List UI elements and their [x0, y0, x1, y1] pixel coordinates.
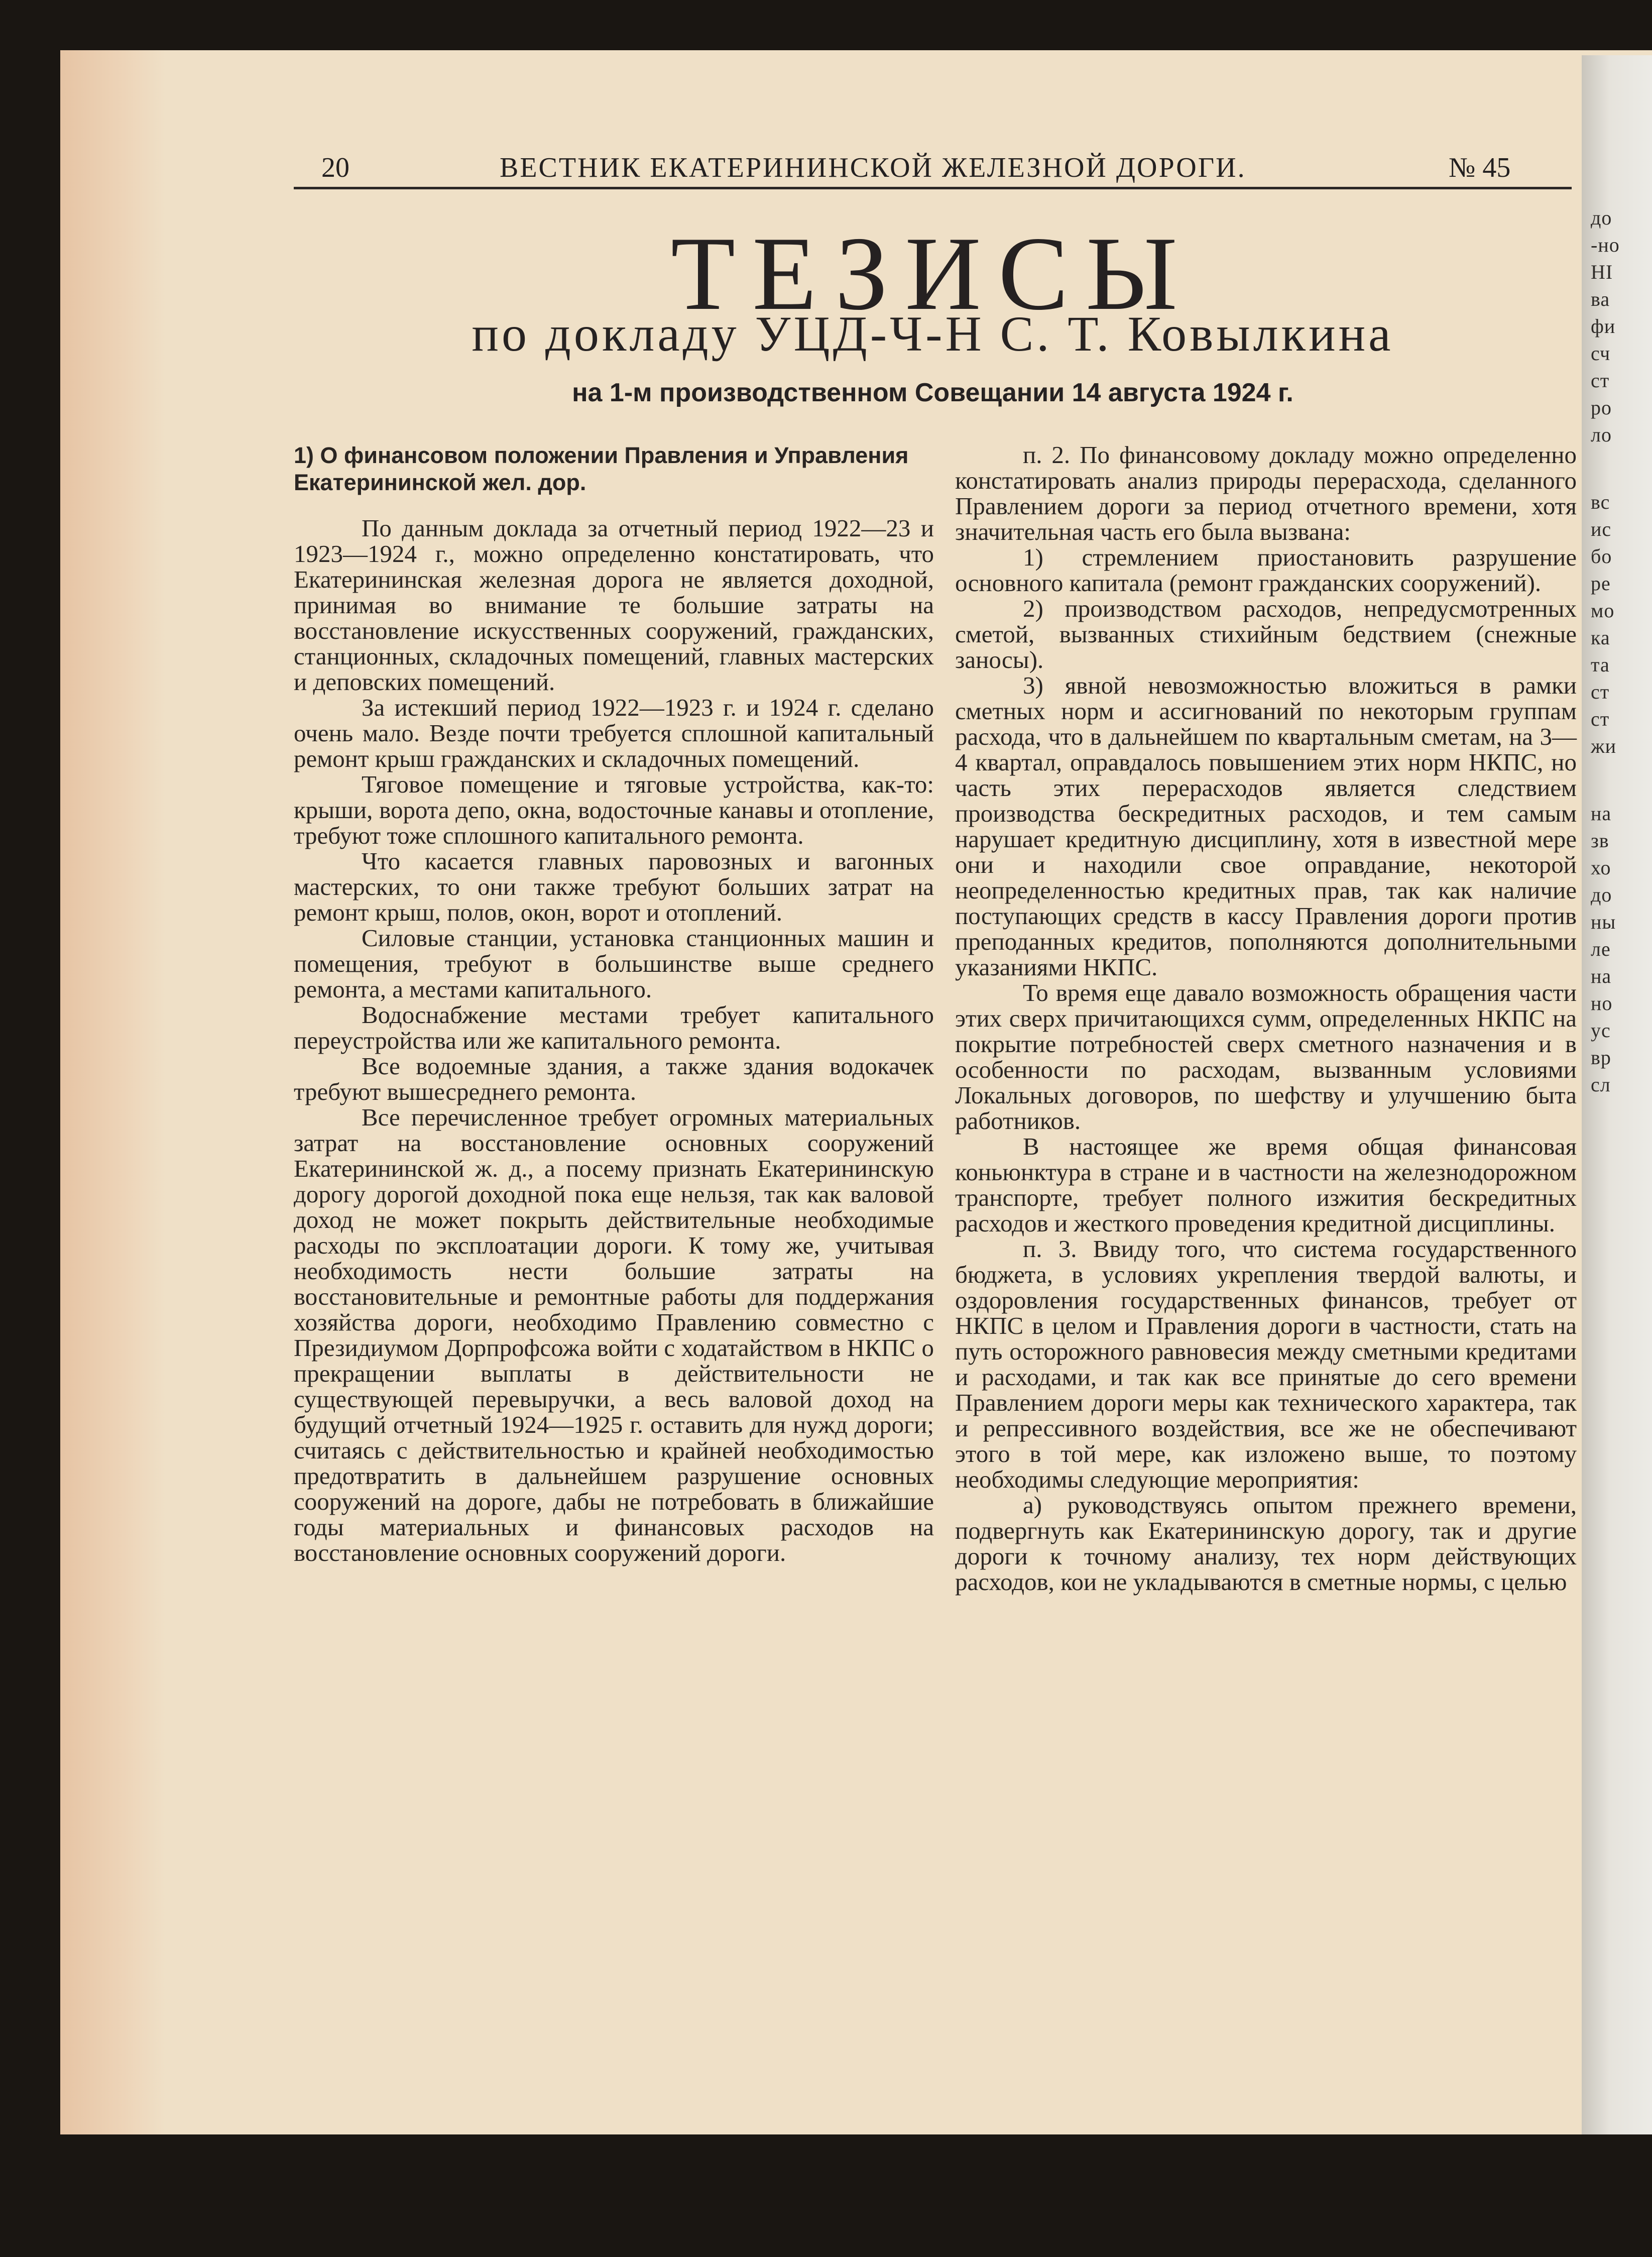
next-page-fragment: мо: [1591, 599, 1615, 622]
next-page-fragment: бо: [1591, 545, 1612, 568]
paragraph: За истекший период 1922—1923 г. и 1924 г. сделано очень мало. Везде почти требуется сплошной капитальный ремонт крыш гражданских и складочных помещений.: [294, 694, 934, 772]
next-page-fragment: ле: [1591, 938, 1611, 960]
next-page-fragment: НI: [1591, 261, 1613, 283]
next-page-fragment: на: [1591, 965, 1612, 987]
next-page-fragment: жи: [1591, 735, 1617, 757]
next-page-fragment: фи: [1591, 315, 1616, 337]
next-page-fragment: до: [1591, 206, 1612, 229]
next-page-fragment: -но: [1591, 234, 1620, 256]
next-page-fragment: ка: [1591, 626, 1610, 649]
article-subtitle: по докладу УЦД-Ч-Н С. Т. Ковылкина: [471, 306, 1394, 362]
next-page-fragment: ны: [1591, 911, 1616, 933]
page-number: 20: [321, 152, 349, 183]
paragraph: 3) явной невозможностью вложиться в рамки сметных норм и ассигнований по некоторым группам расхода, что в дальнейшем по квартальным сметам, на 3—4 квартал, оправдалось повышением этих норм НКПС, но часть этих перерасходов является следствием производства бескредитных расходов, и тем самым нарушает кредитную дисциплину, хотя в известной мере они и находили свое оправдание, некоторой неопределенностью кредитных прав, так как наличие поступающих средств в кассу Правления дороги против преподанных кредитов, пополняются дополнительными указаниями НКПС.: [955, 671, 1577, 981]
next-page-fragment: сл: [1591, 1073, 1611, 1096]
paragraph: Силовые станции, установка станционных машин и помещения, требуют в большинстве выше среднего ремонта, а местами капитального.: [294, 924, 934, 1003]
next-page-fragment: ст: [1591, 681, 1610, 703]
next-page-fragment: но: [1591, 992, 1613, 1014]
paragraph: Что касается главных паровозных и вагонных мастерских, то они также требуют больших затрат на ремонт крыш, полов, окон, ворот и отоплений.: [294, 847, 934, 926]
paragraph: п. 3. Ввиду того, что система государственного бюджета, в условиях укрепления твердой валюты, и оздоровления государственных финансов, требует от НКПС в целом и Правления дороги в частности, стать на путь осторожного равновесия между сметными кредитами и расходами, и так как все принятые до сего времени Правлением дороги меры как технического характера, так и репрессивного воздействия, все же не обеспечивают этого в той мере, как изложено выше, то поэтому необходимы следующие мероприятия:: [955, 1235, 1577, 1493]
left-column: [294, 442, 934, 1565]
issue-number: № 45: [1449, 152, 1511, 183]
next-page-fragment: ус: [1591, 1019, 1611, 1042]
next-page-fragment: та: [1591, 653, 1610, 676]
paragraph: В настоящее же время общая финансовая коньюнктура в стране и в частности на железнодорожном транспорте, требует полного изжития бескредитных расходов и жесткого проведения кредитной дисциплины.: [955, 1133, 1577, 1237]
paragraph: п. 2. По финансовому докладу можно определенно констатировать анализ природы перерасхода, сделанного Правлением дороги за период отчетного времени, хотя значительная часть его была вызвана:: [955, 441, 1577, 545]
page-edge-shadow: [60, 50, 166, 2134]
paragraph: Водоснабжение местами требует капитального переустройства или же капитального ремонта.: [294, 1001, 934, 1054]
paragraph: 1) стремлением приостановить разрушение основного капитала (ремонт гражданских сооружений).: [955, 543, 1577, 597]
next-page-fragment: вр: [1591, 1046, 1611, 1069]
paragraph: 2) производством расходов, непредусмотренных сметой, вызванных стихийным бедствием (снежные заносы).: [955, 595, 1577, 673]
running-header: [294, 152, 1572, 191]
next-page-fragment: на: [1591, 802, 1612, 825]
right-column: [955, 442, 1577, 1595]
paragraph: Все перечисленное требует огромных материальных затрат на восстановление основных сооружений Екатерининской ж. д., а посему признать Екатерининскую дорогу дорогой доходной пока еще нельзя, так как валовой доход не может покрыть действительные необходимые расходы по эксплоатации дороги. К тому же, учитывая необходимость нести большие затраты на восстановительные и ремонтные работы для поддержания хозяйства дороги, необходимо Правлению совместно с Президиумом Дорпрофсожа войти с ходатайством в НКПС о прекращении выплаты в действительности не существующей перевыручки, а весь валовой доход на будущий отчетный 1924—1925 г. оставить для нужд дороги; считаясь с действительностью и крайней необходимостью предотвратить в дальнейшем разрушение основных сооружений на дороге, дабы не потребовать в ближайшие годы материальных и финансовых расходов на восстановление основных сооружений дороги.: [294, 1103, 934, 1566]
paragraph: То время еще давало возможность обращения части этих сверх причитающихся сумм, определенных НКПС на покрытие потребностей сверх сметного назначения и в особенности по расходам, вызванным условиями Локальных договоров, по шефству и улучшению быта работников.: [955, 979, 1577, 1135]
section-heading: 1) О финансовом положении Правления и Управления Екатерининской жел. дор.: [294, 442, 909, 495]
journal-title: ВЕСТНИК ЕКАТЕРИНИНСКОЙ ЖЕЛЕЗНОЙ ДОРОГИ.: [500, 152, 1246, 183]
paragraph: Все водоемные здания, а также здания водокачек требуют вышесреднего ремонта.: [294, 1052, 934, 1105]
next-page-fragment: ро: [1591, 396, 1612, 419]
next-page-fragment: ст: [1591, 369, 1610, 392]
article-title: ТЕЗИСЫ: [670, 215, 1195, 332]
header-rule: [294, 187, 1572, 189]
paragraph: По данным доклада за отчетный период 1922—23 и 1923—1924 г., можно определенно констатировать, что Екатерининская железная дорога не является доходной, принимая во внимание те большие затраты на восстановление искусственных сооружений, гражданских, станционных, складочных помещений, главных мастерских и деповских помещений.: [294, 514, 934, 696]
next-page-fragment: ло: [1591, 423, 1612, 446]
next-page-fragment: до: [1591, 883, 1612, 906]
next-page-fragment: сч: [1591, 342, 1611, 365]
meeting-line: на 1-м производственном Совещании 14 августа 1924 г.: [572, 378, 1293, 407]
next-page-fragment: ва: [1591, 288, 1610, 310]
next-page-fragment: ст: [1591, 708, 1610, 730]
adjacent-page-strip: [1582, 55, 1652, 2134]
next-page-fragment: хо: [1591, 856, 1611, 879]
next-page-fragment: вс: [1591, 491, 1610, 513]
paragraph: Тяговое помещение и тяговые устройства, как-то: крыши, ворота депо, окна, водосточные канавы и отопление, требуют тоже сплошного капитального ремонта.: [294, 770, 934, 849]
next-page-fragment: ре: [1591, 572, 1611, 595]
next-page-fragment: ис: [1591, 518, 1612, 540]
paragraph: а) руководствуясь опытом прежнего времени, подвергнуть как Екатерининскую дорогу, так и другие дороги к точному анализу, тех норм действующих расходов, кои не укладываются в сметные нормы, с целью: [955, 1491, 1577, 1596]
next-page-fragment: зв: [1591, 829, 1609, 852]
